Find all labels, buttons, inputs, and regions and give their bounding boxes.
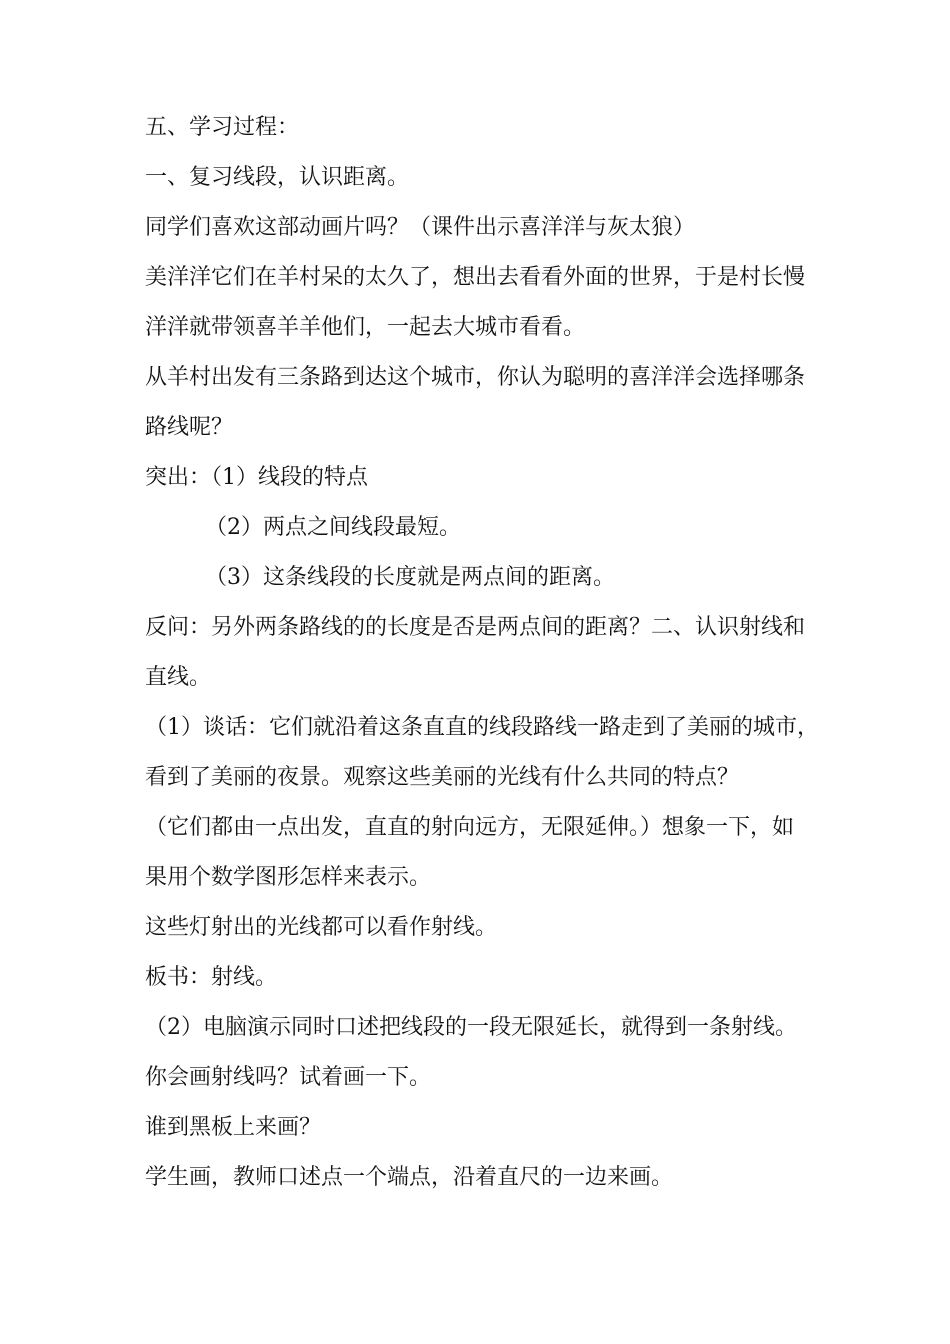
highlight-point-3: （3）这条线段的长度就是两点间的距离。 bbox=[205, 565, 615, 590]
paragraph-line: 看到了美丽的夜景。观察这些美丽的光线有什么共同的特点？ bbox=[145, 765, 740, 790]
highlight-point-2: （2）两点之间线段最短。 bbox=[205, 515, 461, 540]
paragraph-line: 你会画射线吗？试着画一下。 bbox=[145, 1065, 432, 1090]
paragraph-line: 这些灯射出的光线都可以看作射线。 bbox=[145, 915, 498, 940]
paragraph-line: （1）谈话：它们就沿着这条直直的线段路线一路走到了美丽的城市， bbox=[145, 715, 819, 740]
paragraph-line: 洋洋就带领喜羊羊他们，一起去大城市看看。 bbox=[145, 315, 586, 340]
paragraph-line: 美洋洋它们在羊村呆的太久了，想出去看看外面的世界，于是村长慢 bbox=[145, 265, 806, 290]
paragraph-line: （它们都由一点出发，直直的射向远方，无限延伸。）想象一下，如 bbox=[145, 815, 795, 840]
paragraph-line: 学生画，教师口述点一个端点，沿着直尺的一边来画。 bbox=[145, 1165, 674, 1190]
paragraph-line: 谁到黑板上来画？ bbox=[145, 1115, 322, 1140]
paragraph-line: 果用个数学图形怎样来表示。 bbox=[145, 865, 432, 890]
paragraph-line: 反问：另外两条路线的的长度是否是两点间的距离？二、认识射线和 bbox=[145, 615, 806, 640]
highlight-point-1: 突出：（1）线段的特点 bbox=[145, 465, 368, 490]
paragraph-line: 路线呢？ bbox=[145, 415, 234, 440]
board-note: 板书：射线。 bbox=[145, 965, 278, 990]
section-heading-learning-process: 五、学习过程： bbox=[145, 115, 300, 140]
paragraph-line: 从羊村出发有三条路到达这个城市，你认为聪明的喜洋洋会选择哪条 bbox=[145, 365, 806, 390]
subsection-heading-review: 一、复习线段，认识距离。 bbox=[145, 165, 410, 190]
paragraph-line: 直线。 bbox=[145, 665, 212, 690]
paragraph-line: （2）电脑演示同时口述把线段的一段无限延长，就得到一条射线。 bbox=[145, 1015, 797, 1040]
paragraph-line: 同学们喜欢这部动画片吗？（课件出示喜洋洋与灰太狼） bbox=[145, 215, 696, 240]
